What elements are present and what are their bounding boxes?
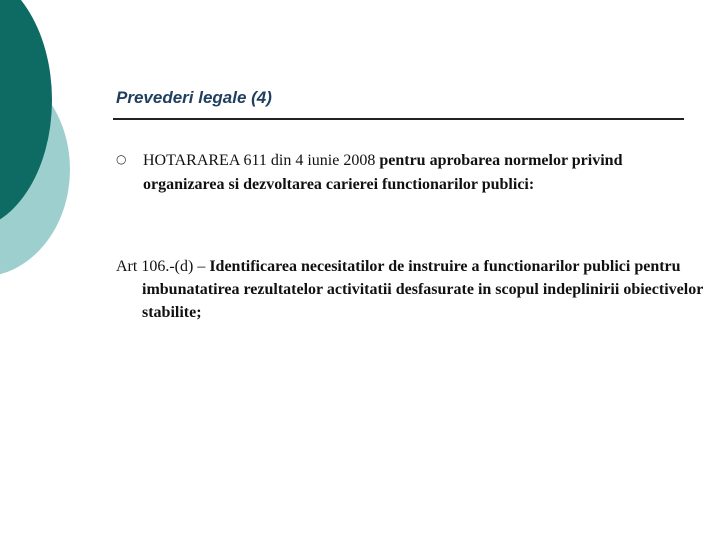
article-paragraph: [116, 255, 720, 324]
title-divider: [113, 118, 684, 120]
bullet-circle-icon: ○: [116, 152, 127, 166]
bullet-text: [143, 149, 703, 197]
slide-title: Prevederi legale (4): [116, 88, 272, 107]
article-text-normal: Art 106.-(d) –: [116, 258, 210, 275]
article-text-bold: Identificarea necesitatilor de instruire a functionarilor publici pentru imbunatatirea rezultatelor activitatii desfasurate in scopul indeplinirii obiectivelor stabilite;: [142, 258, 703, 321]
bullet-text-bold: pentru aprobarea normelor privind organizarea si dezvoltarea carierei functionarilor publici:: [143, 152, 623, 193]
bullet-text-normal: HOTARAREA 611 din 4 iunie 2008: [143, 152, 380, 169]
